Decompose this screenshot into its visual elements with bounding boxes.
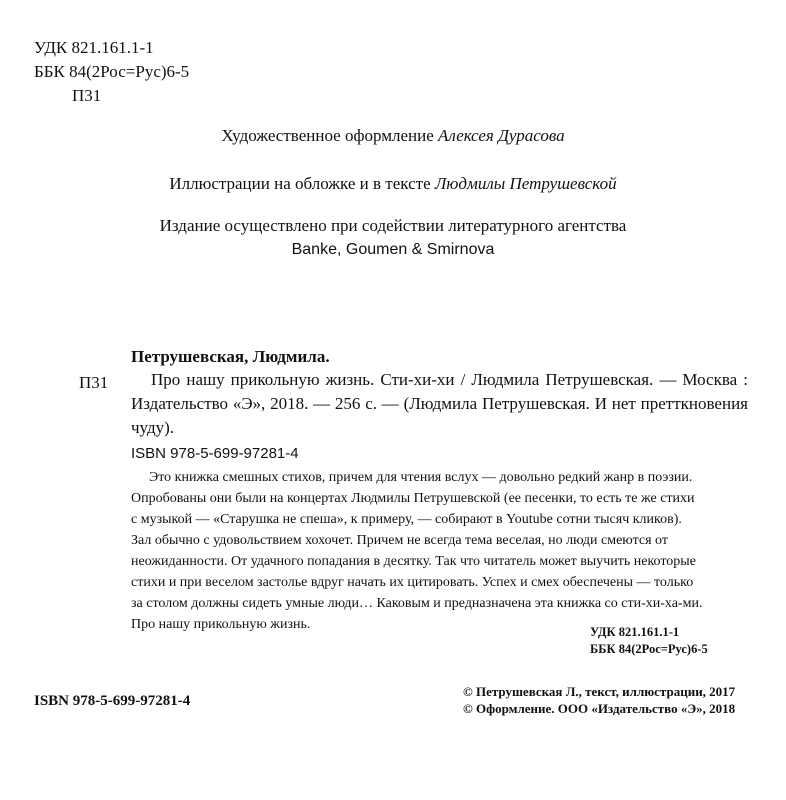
- annotation-line: Это книжка смешных стихов, причем для чтения вслух — довольно редкий жанр в поэзии.: [149, 470, 693, 485]
- catalog-author: Петрушевская, Людмила.: [131, 347, 330, 366]
- author-mark: П31: [72, 86, 102, 105]
- index-bbk: ББК 84(2Рос=Рус)6-5: [590, 642, 708, 656]
- design-credit: [0, 124, 786, 148]
- footer-isbn: ISBN 978-5-699-97281-4: [34, 693, 191, 709]
- design-credit-name: Алексея Дурасова: [437, 126, 565, 145]
- index-udk: УДК 821.161.1-1: [590, 625, 680, 639]
- annotation-line: Про нашу прикольную жизнь.: [131, 617, 311, 632]
- copyright-text: © Петрушевская Л., текст, иллюстрации, 2017: [463, 684, 736, 699]
- illustration-credit-name: Людмилы Петрушевской: [434, 174, 617, 193]
- annotation: [131, 467, 748, 635]
- illustration-credit-prefix: Иллюстрации на обложке и в тексте: [169, 174, 435, 193]
- bbk-code: ББК 84(2Рос=Рус)6-5: [34, 62, 190, 81]
- annotation-line: Зал обычно с удовольствием хохочет. Причем не всегда тема веселая, но люди смеются от: [131, 533, 668, 548]
- annotation-line: за столом должны сидеть умные люди… Каковым и предназначена эта книжка со сти-хи-ха-ми.: [131, 596, 703, 611]
- annotation-line: стихи и при веселом застолье вдруг начать их цитировать. Успех и смех обеспечены — только: [131, 575, 694, 590]
- annotation-line: неожиданности. От удачного попадания в десятку. Так что читатель может выучить некоторые: [131, 554, 696, 569]
- illustration-credit: [0, 172, 786, 196]
- catalog-code: П31: [79, 373, 109, 392]
- agency-line-2: Banke, Goumen & Smirnova: [291, 241, 495, 258]
- annotation-line: Опробованы они были на концертах Людмилы Петрушевской (ее песенки, то есть те же стихи: [131, 491, 695, 506]
- agency-line-1: Издание осуществлено при содействии литературного агентства: [159, 216, 627, 235]
- copyright-design: © Оформление. ООО «Издательство «Э», 2018: [463, 701, 736, 716]
- catalog-isbn: ISBN 978-5-699-97281-4: [131, 445, 299, 462]
- design-credit-prefix: Художественное оформление: [221, 126, 438, 145]
- catalog-entry: Про нашу прикольную жизнь. Сти-хи-хи / Людмила Петрушевская. — Москва : Издательство «Э», 2018. — 256 с. — (Людмила Петрушевская. И нет претткновения чуду).: [131, 370, 748, 437]
- udk-code: УДК 821.161.1-1: [34, 38, 154, 57]
- annotation-line: с музыкой — «Старушка не спеша», к примеру, — собирают в Youtube сотни тысяч кликов).: [131, 512, 682, 527]
